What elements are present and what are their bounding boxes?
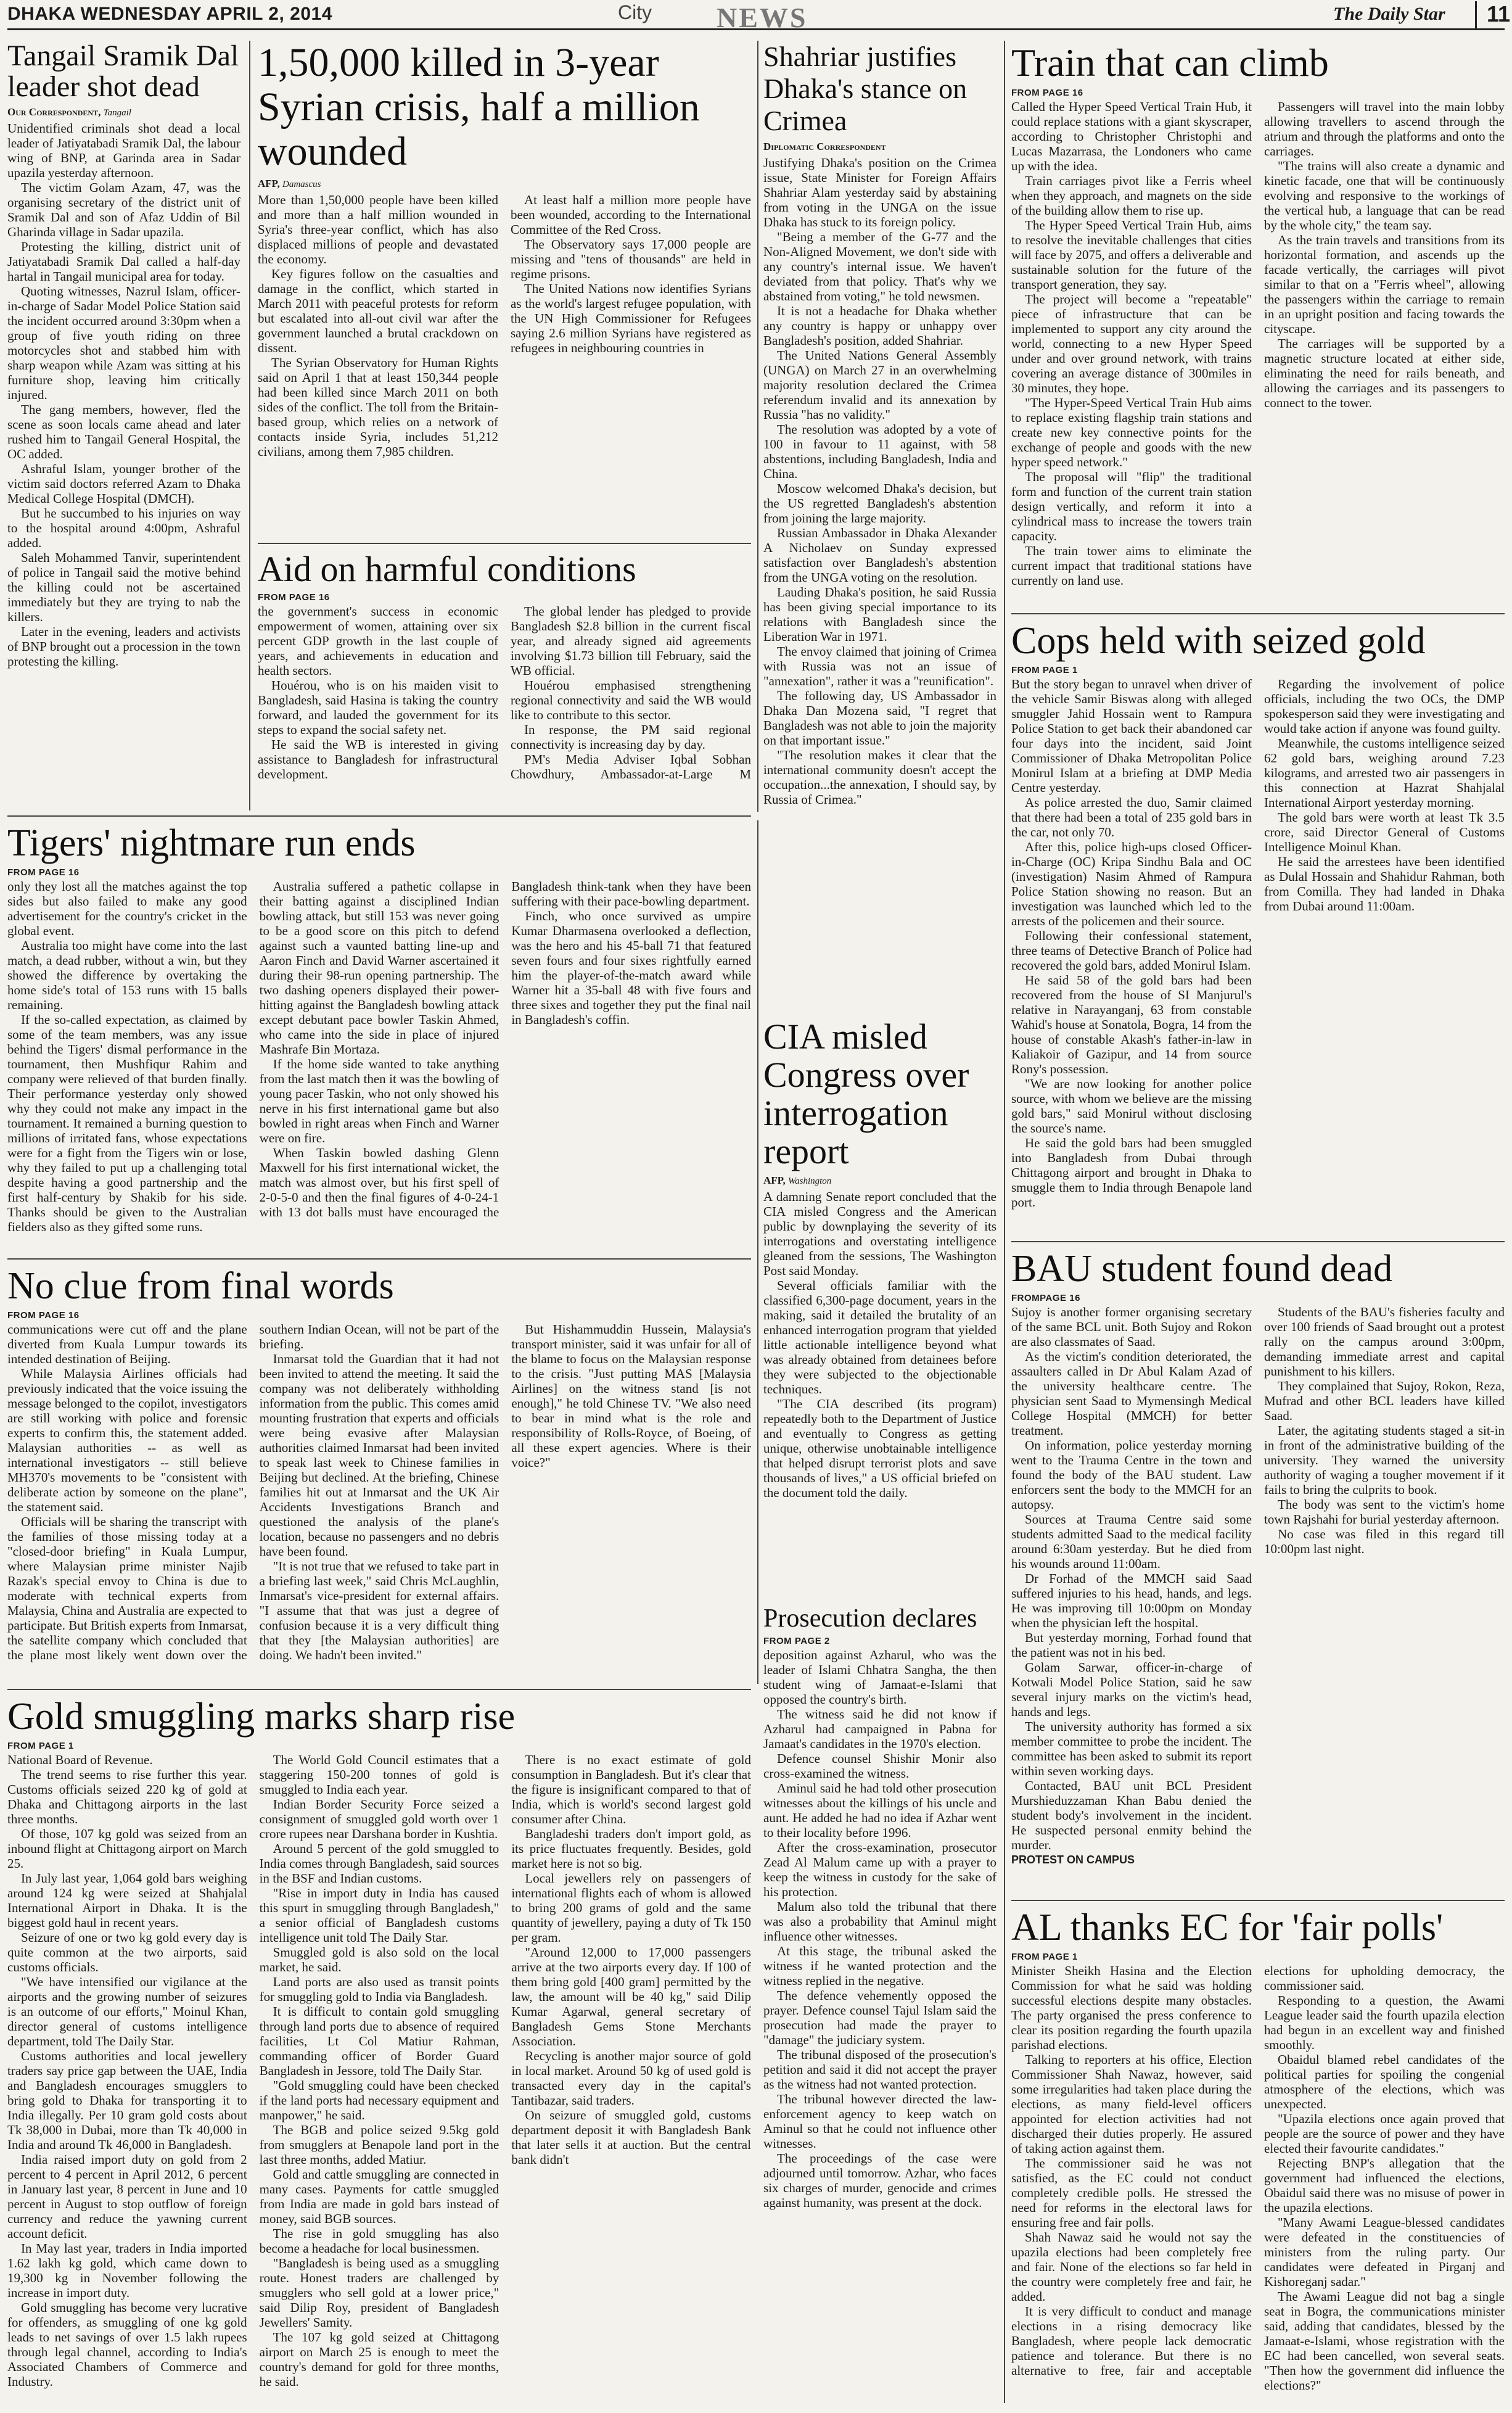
article-paragraph: Finch, who once survived as umpire Kumar Dharmasena overlooked a deflection, was the hero and his 45-ball 71 that featured seven fours and four sixes rightfully earned him the player-of-the-match award while Warner hit a 35-ball 48 with five fours and three sixes and together they put the final nail in Bangladesh's coffin.	[511, 909, 751, 1027]
article-paragraph: Local jewellers rely on passengers of international flights each of whom is allowed to bring 200 grams of gold and the same quantity of jewellery, paying a duty of Tk 150 per gram.	[511, 1871, 751, 1945]
article-paragraph: Several officials familiar with the classified 6,300-page document, years in the making, said it detailed the brutality of an enhanced interrogation program that yielded little actionable intelligence beyond what was already obtained from detainees before they were subjected to the objectionable techniques.	[763, 1278, 996, 1396]
article-paragraph: The proceedings of the case were adjourned until tomorrow. Azhar, who faces six charges of murder, genocide and crimes against humanity, was present at the dock.	[763, 2151, 996, 2210]
column-rule	[757, 41, 758, 812]
headline: No clue from final words	[7, 1265, 394, 1307]
story-rule	[7, 815, 751, 817]
column-rule	[1004, 41, 1005, 2403]
article-paragraph: PROTEST ON CAMPUS	[1011, 1854, 1135, 1866]
story-shahriar	[763, 41, 996, 1013]
headline: CIA misled Congress over interrogation report	[763, 1018, 969, 1171]
byline: AFP, Washington	[763, 1174, 832, 1186]
article-paragraph: Officials will be sharing the transcript with the families of those missing today at a "closed-door briefing" in Kuala Lumpur, where Malaysian prime minister Najib Razak's special envoy to China is due to moderate with technical experts from Malaysia, China and Australia are expected to participate. But British experts from Inmarsat, the satellite company which concluded that the plane most likely went down over the southern Indian Ocean, will not be part of the briefing.	[7, 1322, 499, 1662]
story-tangail	[7, 41, 240, 812]
article-paragraph: No case was filed in this regard till 10:00pm last night.	[1264, 1527, 1505, 1556]
article-paragraph: The defence vehemently opposed the prayer. Defence counsel Tajul Islam said the prosecution had made the prayer to "damage" the judiciary system.	[763, 1988, 996, 2047]
article-paragraph: "Being a member of the G-77 and the Non-Aligned Movement, we don't side with any country's internal issue. We haven't deviated from that policy. That's why we abstained from voting," he told newsmen.	[763, 229, 996, 303]
article-paragraph: The tribunal however directed the law-enforcement agency to keep watch on Aminul so that he could not influence other witnesses.	[763, 2092, 996, 2151]
article-paragraph: Houérou emphasised strengthening regional connectivity and said the WB would like to contribute to this sector.	[511, 678, 751, 722]
kicker: FROMPAGE 16	[1011, 1293, 1080, 1303]
article-body	[763, 155, 996, 807]
article-paragraph: National Board of Revenue.	[7, 1752, 153, 1767]
article-paragraph: Minister Sheikh Hasina and the Election Commission for what he said was holding successful elections despite many obstacles. The party organised the press conference to clear its position regarding the fourth upazila parishad elections.	[1011, 1963, 1252, 2052]
article-paragraph: He said 58 of the gold bars had been recovered from the house of SI Manjurul's relative in Narayanganj, 63 from constable Wahid's house at Sonatola, Bogra, 14 from the house of constable Akash's father-in-law in Kaliakoir of Gazipur, and 14 from source Rony's possession.	[1011, 973, 1252, 1076]
article-body	[7, 1752, 751, 2401]
article-paragraph: The gold bars were worth at least Tk 3.5 crore, said Director General of Customs Intelligence Moinul Khan.	[1264, 810, 1505, 854]
article-paragraph: The envoy claimed that joining of Crimea with Russia was not an issue of "annexation", rather it was a "reunification".	[763, 644, 996, 688]
article-paragraph: The Awami League did not bag a single seat in Bogra, the communications minister said, adding that candidates, blessed by the Jamaat-e-Islami, whose registration with the EC had been cancelled, won several seats. "Then how the government did influence the elections?"	[1264, 2289, 1505, 2393]
article-paragraph: Houérou, who is on his maiden visit to Bangladesh, said Hasina is taking the country forward, and lauded the government for its steps to expand the social safety net.	[258, 678, 498, 737]
article-paragraph: The BGB and police seized 9.5kg gold from smugglers at Benapole land port in the last three months, added Matiur.	[259, 2122, 499, 2167]
story-cops	[1011, 619, 1505, 1236]
article-paragraph: But the story began to unravel when driver of the vehicle Samir Biswas along with alleged smuggler Jahid Hossain went to Rampura Police Station to get back their abandoned car four days into the incident, said Joint Commissioner of Dhaka Metropolitan Police Monirul Islam at a briefing at DMP Media Centre yesterday.	[1011, 677, 1252, 795]
article-paragraph: Sources at Trauma Centre said some students admitted Saad to the medical facility around 6:30am yesterday. But he died from his wounds around 11:00am.	[1011, 1512, 1252, 1571]
article-paragraph: In July last year, 1,064 gold bars weighing around 124 kg were seized at Shahjalal International Airport in Dhaka. It is the biggest gold haul in recent years.	[7, 1871, 247, 1930]
article-paragraph: Rejecting BNP's allegation that the government had influenced the elections, Obaidul said there was no misuse of power in the upazila elections.	[1264, 2156, 1505, 2215]
article-paragraph: The carriages will be supported by a magnetic structure located at either side, eliminating the need for rails beneath, and allowing the carriages and its passengers to connect to the tower.	[1264, 336, 1505, 410]
story-rule	[1011, 1241, 1505, 1242]
page-number: 11	[1475, 1, 1510, 28]
kicker: FROM PAGE 1	[7, 1741, 74, 1751]
story-no-clue	[7, 1264, 751, 1684]
article-paragraph: Passengers will travel into the main lobby allowing travellers to ascend through the atrium and through the platforms and onto the carriages.	[1264, 99, 1505, 159]
article-paragraph: The Observatory says 17,000 people are missing and "tens of thousands" are held in regime prisons.	[511, 237, 751, 281]
article-paragraph: He said the WB is interested in giving assistance to Bangladesh for infrastructural development.	[258, 737, 498, 782]
article-paragraph: As the victim's condition deteriorated, the assaulters called in Dr Abul Kalam Azad of the university healthcare centre. The physician sent Saad to Mymensingh Medical College Hospital (MMCH) for better treatment.	[1011, 1349, 1252, 1438]
article-paragraph: Recycling is another major source of gold in local market. Around 50 kg of used gold is transacted every day in the capital's Tantibazar, said traders.	[511, 2048, 751, 2108]
article-paragraph: Shah Nawaz said he would not say the upazila elections had been completely free and fair. None of the elections so far held in the country were completely free and fair, he added.	[1011, 2230, 1252, 2304]
article-paragraph: Talking to reporters at his office, Election Commissioner Shah Nawaz, however, said some irregularities had taken place during the elections, as many field-level officers appointed for election activities had not discharged their duties properly. He assured of taking action against them.	[1011, 2052, 1252, 2156]
article-paragraph: But he succumbed to his injuries on way to the hospital around 4:00pm, Ashraful added.	[7, 506, 240, 550]
article-body	[7, 1322, 751, 1673]
article-paragraph: It is difficult to contain gold smuggling through land ports due to absence of required facilities, Lt Col Matiur Rahman, commanding officer of Border Guard Bangladesh in Jessore, told The Daily Star.	[259, 2004, 499, 2078]
story-rule	[7, 1689, 751, 1690]
column-rule	[249, 41, 250, 811]
article-paragraph: The train tower aims to eliminate the current impact that traditional stations have currently on land use.	[1011, 543, 1252, 588]
article-body	[258, 192, 751, 464]
article-paragraph: In response, the PM said regional connectivity is increasing day by day.	[511, 722, 751, 752]
article-paragraph: the government's success in economic empowerment of women, attaining over six percent GDP growth in the last couple of years, and achievements in education and health sectors.	[258, 604, 498, 678]
article-paragraph: "The resolution makes it clear that the international community doesn't accept the occupation...the annexation, I should say, by Russia of Crimea."	[763, 748, 996, 807]
article-paragraph: "Upazila elections once again proved that people are the source of power and they have elected their favourite candidates."	[1264, 2111, 1505, 2156]
article-paragraph: communications were cut off and the plane diverted from Kuala Lumpur towards its intended destination of Beijing.	[7, 1322, 247, 1366]
article-paragraph: Later, the agitating students staged a sit-in in front of the administrative building of the university. They warned the university authority of waging a tougher movement if it fails to bring the culprits to book.	[1264, 1423, 1505, 1497]
article-paragraph: "It is not true that we refused to take part in a briefing last week," said Chris McLaughlin, Inmarsat's vice-president for external affairs. "I assume that that was just a degree of confusion because it is a very difficult thing that they [the Malaysian authorities] are doing. We hadn't been invited."	[259, 1559, 499, 1662]
article-paragraph: Meanwhile, the customs intelligence seized 62 gold bars, weighing around 7.23 kilograms, and arrested two air passengers in this connection at Hazrat Shahjalal International Airport yesterday morning.	[1264, 736, 1505, 810]
article-paragraph: The Hyper Speed Vertical Train Hub, aims to resolve the inevitable challenges that cities will face by 2075, and offers a deliverable and sustainable solution for the future of the transport generation, they say.	[1011, 218, 1252, 292]
article-paragraph: "We have intensified our vigilance at the airports and the growing number of seizures is an outcome of our efforts," Moinul Khan, director general of customs intelligence department, told The Daily Star.	[7, 1974, 247, 2048]
article-paragraph: Key figures follow on the casualties and damage in the conflict, which started in March 2011 with peaceful protests for reform but escalated into all-out civil war after the government launched a brutal crackdown on dissent.	[258, 266, 498, 355]
story-tigers	[7, 822, 751, 1253]
article-paragraph: He said the arrestees have been identified as Dulal Hossain and Shahidur Rahman, both from Comilla. They had landed in Dhaka from Dubai around 11:00am.	[1264, 854, 1505, 914]
article-body	[1011, 1305, 1505, 1891]
article-paragraph: If the home side wanted to take anything from the last match then it was the bowling of young pacer Taskin, who not only showed his nerve in his first international game but also bowled in right areas when Finch and Warner were on fire.	[259, 1057, 499, 1145]
article-paragraph: Later in the evening, leaders and activists of BNP brought out a procession in the town protesting the killing.	[7, 624, 240, 669]
article-paragraph: At least half a million more people have been wounded, according to the International Committee of the Red Cross.	[511, 192, 751, 237]
article-paragraph: The commissioner said he was not satisfied, as the EC could not conduct completely credible polls. He stressed the need for reforms in the electoral laws for ensuring free and fair polls.	[1011, 2156, 1252, 2230]
section-banner: NEWS	[717, 2, 808, 33]
article-paragraph: Dr Forhad of the MMCH said Saad suffered injuries to his head, hands, and legs. He was improving till 10:00pm on Monday when the physician left the hospital.	[1011, 1571, 1252, 1630]
article-paragraph: The Syrian Observatory for Human Rights said on April 1 that at least 150,344 people had been killed since March 2011 on both sides of the conflict. The toll from the Britain-based group, which relies on a network of contacts inside Syria, includes 51,212 civilians, among them 7,985 children.	[258, 355, 498, 459]
headline: Prosecution declares	[763, 1604, 977, 1633]
article-paragraph: The World Gold Council estimates that a staggering 150-200 tonnes of gold is smuggled to India each year.	[259, 1752, 499, 1797]
article-paragraph: "Around 12,000 to 17,000 passengers arrive at the two airports every day. If 100 of them bring gold [400 gram] permitted by the law, the amount will be 40 kg," said Dilip Kumar Agarwal, general secretary of Bangladesh Gems Stone Merchants Association.	[511, 1945, 751, 2048]
article-body	[1011, 1963, 1505, 2401]
article-paragraph: As the train travels and transitions from its horizontal formation, and ascends up the facade vertically, the carriages will pivot similar to that on a "Ferris wheel", allowing the passengers within the carriage to remain in an upright position and facing towards the cityscape.	[1264, 233, 1505, 336]
article-paragraph: The project will become a "repeatable" piece of infrastructure that can be implemented to support any city around the world, connecting to a new Hyper Speed under and over ground network, with trains covering an average distance of 300miles in 30 minutes, they hope.	[1011, 292, 1252, 395]
article-paragraph: It is not a headache for Dhaka whether any country is happy or unhappy over Bangladesh's position, added Shahriar.	[763, 303, 996, 348]
article-paragraph: Quoting witnesses, Nazrul Islam, officer-in-charge of Sadar Model Police Station said the incident occurred around 3:30pm when a group of five youth riding on three motorcycles shot and stabbed him with sharp weapon while Azam was sitting at his furniture shop, leaving him critically injured.	[7, 284, 240, 402]
article-paragraph: More than 1,50,000 people have been killed and more than a half million wounded in Syria's three-year conflict, which has also displaced millions of people and devastated the economy.	[258, 192, 498, 266]
article-paragraph: PM's Media Adviser Iqbal Sobhan Chowdhury, Ambassador-at-Large M	[511, 752, 751, 782]
article-body	[1011, 99, 1505, 605]
article-paragraph: The global lender has pledged to provide Bangladesh $2.8 billion in the current fiscal year, and already signed aid agreements involving $1.73 billion till February, said the WB official.	[511, 604, 751, 678]
article-paragraph: Around 5 percent of the gold smuggled to India comes through Bangladesh, said sources in the BSF and Indian customs.	[259, 1841, 499, 1886]
kicker: FROM PAGE 2	[763, 1636, 830, 1646]
article-paragraph: Regarding the involvement of police officials, including the two OCs, the DMP spokesperson said they were investigating and would take action if anyone was found guilty.	[1264, 677, 1505, 736]
article-paragraph: Lauding Dhaka's position, he said Russia has been giving special importance to its relations with Bangladesh since the Liberation War in 1971.	[763, 585, 996, 644]
article-paragraph: Smuggled gold is also sold on the local market, he said.	[259, 1945, 499, 1974]
article-paragraph: The gang members, however, fled the scene as soon locals came ahead and later rushed him to Tangail General Hospital, the OC added.	[7, 402, 240, 461]
article-paragraph: "We are now looking for another police source, with whom we believe are the missing gold bars," said Monirul without disclosing the source's name.	[1011, 1076, 1252, 1136]
byline: AFP, Damascus	[258, 178, 321, 189]
article-paragraph: Aminul said he had told other prosecution witnesses about the killings of his uncle and aunt. He added he had no idea if Azhar went to their locality before 1996.	[763, 1781, 996, 1840]
article-paragraph: Called the Hyper Speed Vertical Train Hub, it could replace stations with a giant skyscraper, according to Christopher Christophi and Lucas Mazarrasa, the Londoners who came up with the idea.	[1011, 99, 1252, 173]
story-prosecution	[763, 1604, 996, 2406]
paper-logo: The Daily Star	[1333, 4, 1445, 24]
story-syria	[258, 41, 751, 534]
story-al-thanks-ec	[1011, 1906, 1505, 2406]
story-rule	[7, 1258, 751, 1260]
story-rule	[258, 543, 751, 544]
article-paragraph: On information, police yesterday morning went to the Trauma Centre in the town and found the body of the BAU student. Law enforcers sent the body to the MMCH for an autopsy.	[1011, 1438, 1252, 1512]
article-paragraph: "Gold smuggling could have been checked if the land ports had necessary equipment and manpower," he said.	[259, 2078, 499, 2122]
kicker: FROM PAGE 16	[7, 867, 80, 878]
article-paragraph: Responding to a question, the Awami League leader said the fourth upazila election had begun in an excellent way and finished smoothly.	[1264, 1993, 1505, 2052]
article-body	[763, 1189, 996, 1500]
headline: AL thanks EC for 'fair polls'	[1011, 1907, 1444, 1949]
article-paragraph: The United Nations now identifies Syrians as the world's largest refugee population, with the UN High Commissioner for Refugees saying 2.6 million Syrians have registered as refugees in neighbouring countries in	[511, 281, 751, 355]
headline: Aid on harmful conditions	[258, 549, 636, 589]
article-paragraph: If the so-called expectation, as claimed by some of the team members, was any issue behind the Tigers' dismal performance in the tournament, then Mushfiqur Rahim and company were relieved of that burden finally. Their performance yesterday only showed why they could not make any impact in the tournament. It remained a burning question to millions of irritated fans, whose expectations were for a fight from the Tigers win or lose, why they failed to put up a challenging total despite having a good partnership and the first half-century by Shakib for his side. Thanks should be given to the Australian fielders also as they gifted some runs.	[7, 1012, 247, 1234]
story-gold-smuggling	[7, 1695, 751, 2406]
headline: Gold smuggling marks sharp rise	[7, 1696, 516, 1738]
article-paragraph: The rise in gold smuggling has also become a headache for local businessmen.	[259, 2226, 499, 2256]
article-paragraph: Train carriages pivot like a Ferris wheel when they approach, and magnets on the side of the building allow them to rise up.	[1011, 173, 1252, 218]
article-paragraph: Students of the BAU's fisheries faculty and over 100 friends of Saad brought out a protest rally on the campus around 3:00pm, demanding immediate arrest and capital punishment to his killers.	[1264, 1305, 1505, 1379]
story-cia	[763, 1018, 996, 1598]
article-paragraph: Australia suffered a pathetic collapse in their batting against a disciplined Indian bowling attack, but still 153 was never going to be a good score on this pitch to defend against such a vaunted batting line-up and Aaron Finch and David Warner ascertained it during their 98-run opening partnership. The two dashing openers displayed their power-hitting against the Bangladesh bowling attack except debutant pace bowler Taskin Ahmed, who came into the side in place of injured Mashrafe Bin Mortaza.	[259, 879, 499, 1057]
headline: 1,50,000 killed in 3-year Syrian crisis, half a million wounded	[258, 41, 700, 174]
article-paragraph: The university authority has formed a six member committee to probe the incident. The committee has been asked to submit its report within seven working days.	[1011, 1719, 1252, 1778]
story-rule	[1011, 613, 1505, 614]
article-body	[258, 604, 751, 801]
article-paragraph: The victim Golam Azam, 47, was the organising secretary of the district unit of Sramik Dal and son of Afaz Uddin of Bil Gharinda village in Sadar upazila.	[7, 180, 240, 239]
article-paragraph: But yesterday morning, Forhad found that the patient was not in his bed.	[1011, 1630, 1252, 1660]
headline: Tigers' nightmare run ends	[7, 822, 416, 864]
article-paragraph: Contacted, BAU unit BCL President Murshieduzzaman Khan Babu denied the student body's involvement in the incident. He suspected personal enmity behind the murder.	[1011, 1778, 1252, 1852]
article-paragraph: They complained that Sujoy, Rokon, Reza, Mufrad and other BCL leaders have killed Saad.	[1264, 1379, 1505, 1423]
article-paragraph: Russian Ambassador in Dhaka Alexander A Nicholaev on Sunday expressed satisfaction over Bangladesh's abstention from the UNGA voting on the resolution.	[763, 526, 996, 585]
headline: BAU student found dead	[1011, 1248, 1393, 1290]
article-paragraph: The United Nations General Assembly (UNGA) on March 27 in an overwhelming majority resolution declared the Crimea referendum invalid and its annexation by Russia "has no validity."	[763, 348, 996, 422]
article-paragraph: Customs authorities and local jewellery traders say price gap between the UAE, India and Bangladesh encourages smugglers to bring gold to Dhaka for transporting it to India illegally. Per 10 gram gold costs about Tk 38,000 in Dubai, more than Tk 40,000 in India and around Tk 46,000 in Bangladesh.	[7, 2048, 247, 2152]
article-paragraph: After this, police high-ups closed Officer-in-Charge (OC) Kripa Sindhu Bala and OC (investigation) Nasim Ahmed of Rampura Police Station showing no reason. But an investigation was launched which led to the arrests of the policemen and their source.	[1011, 839, 1252, 928]
masthead-rule	[7, 28, 1505, 30]
article-body	[763, 1648, 996, 2210]
article-paragraph: Inmarsat told the Guardian that it had not been invited to attend the meeting. It said the company was not deliberately withholding information from the public. This comes amid mounting frustration that experts and officials were being evasive after Malaysian authorities claimed Inmarsat had been invited to speak last week to Chinese families in Beijing but declined. At the briefing, Chinese families hit out at Inmarsat and the UK Air Accidents Investigations Branch and questioned the analysis of the plane's location, because no passengers and no debris have been found.	[259, 1351, 499, 1559]
article-paragraph: Bangladeshi traders don't import gold, as its price fluctuates frequently. Besides, gold market here is not so big.	[511, 1826, 751, 1871]
article-paragraph: only they lost all the matches against the top sides but also failed to make any good advertisement for the country's cricket in the global event.	[7, 879, 247, 938]
kicker: FROM PAGE 1	[1011, 1952, 1078, 1962]
article-paragraph: As police arrested the duo, Samir claimed that there had been a total of 235 gold bars in the car, not only 70.	[1011, 795, 1252, 839]
article-paragraph: Moscow welcomed Dhaka's decision, but the US regretted Bangladesh's abstention from joining the large majority.	[763, 481, 996, 526]
article-paragraph: Protesting the killing, district unit of Jatiyatabadi Sramik Dal called a half-day hartal in Tangail municipal area for today.	[7, 239, 240, 284]
byline: Diplomatic Correspondent	[763, 141, 886, 152]
article-paragraph: India raised import duty on gold from 2 percent to 4 percent in April 2012, 6 percent in January last year, 8 percent in June and 10 percent in August to stop outflow of foreign currency and reduce the yawning current account deficit.	[7, 2152, 247, 2241]
article-paragraph: Defence counsel Shishir Monir also cross-examined the witness.	[763, 1751, 996, 1781]
article-paragraph: Obaidul blamed rebel candidates of the political parties for spoiling the congenial atmosphere of the elections, which was unexpected.	[1264, 2052, 1505, 2111]
article-paragraph: "The Hyper-Speed Vertical Train Hub aims to replace existing flagship train stations and create new key connective points for the exchange of people and goods with the new hyper speed network."	[1011, 395, 1252, 469]
article-paragraph: Indian Border Security Force seized a consignment of smuggled gold worth over 1 crore rupees near Darshana border in Kushtia.	[259, 1797, 499, 1841]
article-paragraph: Seizure of one or two kg gold every day is quite common at the two airports, said customs officials.	[7, 1930, 247, 1974]
byline: Our Correspondent, Tangail	[7, 106, 131, 118]
article-paragraph: On seizure of smuggled gold, customs department deposit it with Bangladesh Bank that later sells it at auction. But the central bank didn't	[511, 2108, 751, 2167]
article-paragraph: It is very difficult to conduct and manage elections in a rising democracy like Bangladesh, where people lack democratic patience and tolerance. But there is no alternative to free, fair and acceptable elections for upholding democracy, the commissioner said.	[1011, 1963, 1505, 2378]
article-paragraph: Gold and cattle smuggling are connected in many cases. Payments for cattle smuggled from India are made in gold bars instead of money, said BGB sources.	[259, 2167, 499, 2226]
article-paragraph: A damning Senate report concluded that the CIA misled Congress and the American public by downplaying the severity of its interrogations and overstating intelligence gleaned from the sessions, The Washington Post said Monday.	[763, 1189, 996, 1278]
headline: Train that can climb	[1011, 41, 1329, 85]
story-train	[1011, 41, 1505, 608]
dateline: DHAKA WEDNESDAY APRIL 2, 2014	[7, 4, 332, 24]
article-paragraph: After the cross-examination, prosecutor Zead Al Malum came up with a prayer to keep the witness in custody for the sake of his protection.	[763, 1840, 996, 1899]
article-paragraph: Unidentified criminals shot dead a local leader of Jatiyatabadi Sramik Dal, the labour wing of BNP, at Garinda area in Sadar upazila yesterday afternoon.	[7, 121, 240, 180]
story-bau-student	[1011, 1247, 1505, 1895]
article-paragraph: In May last year, traders in India imported 1.62 lakh kg gold, which came down to 19,300 kg in November following the increase in import duty.	[7, 2241, 247, 2300]
article-paragraph: He said the gold bars had been smuggled into Bangladesh from Dubai through Chittagong airport and brought in Dhaka to smuggle them to India through Benapole land port.	[1011, 1136, 1252, 1210]
story-aid	[258, 549, 751, 811]
kicker: FROM PAGE 16	[7, 1310, 80, 1321]
article-body	[7, 121, 240, 669]
article-paragraph: Justifying Dhaka's position on the Crimea issue, State Minister for Foreign Affairs Shahriar Alam yesterday said by abstaining from voting in the UNGA on the issue Dhaka has stuck to its foreign policy.	[763, 155, 996, 229]
article-paragraph: While Malaysia Airlines officials had previously indicated that the voice issuing the message belonged to the copilot, investigators are still working with police and forensic experts to confirm this, the statement added. Malaysian authorities -- as well as international investigators -- still believe MH370's movements to be "consistent with deliberate action by someone on the plane", the statement said.	[7, 1366, 247, 1514]
article-paragraph: When Taskin bowled dashing Glenn Maxwell for his first international wicket, the match was almost over, but his first spell of 2-0-5-0 and then the final figures of 4-0-24-1 with 13 dot balls must have encouraged the Bangladesh think-tank when they have been suffering with their pace-bowling department.	[259, 879, 751, 1219]
kicker: FROM PAGE 1	[1011, 665, 1078, 675]
section-label: City	[618, 1, 652, 23]
article-paragraph: But Hishammuddin Hussein, Malaysia's transport minister, said it was unfair for all of the blame to focus on the Malaysian response to the crisis. "Just putting MAS [Malaysia Airlines] on the witness stand [is not enough]," he told Chinese TV. "We also need to bear in mind what is the role and responsibility of Rolls-Royce, of Boeing, of all these expert agencies. Where is their voice?"	[511, 1322, 751, 1470]
headline: Shahriar justifies Dhaka's stance on Crimea	[763, 41, 968, 136]
article-paragraph: Saleh Mohammed Tanvir, superintendent of police in Tangail said the motive behind the killing could not be ascertained immediately but they are trying to nab the killers.	[7, 550, 240, 624]
kicker: FROM PAGE 16	[1011, 88, 1083, 98]
article-paragraph: "Many Awami League-blessed candidates were defeated in the constituencies of ministers from the ruling party. Our candidates were defeated in Pirganj and Kishoreganj sadar."	[1264, 2215, 1505, 2289]
article-paragraph: The witness said he did not know if Azharul had campaigned in Pabna for Jamaat's candidates in the 1970's election.	[763, 1707, 996, 1751]
article-paragraph: The trend seems to rise further this year. Customs officials seized 220 kg of gold at Dhaka and Chittagong airports in the last three months.	[7, 1767, 247, 1826]
article-body	[7, 879, 751, 1243]
article-paragraph: Of those, 107 kg gold was seized from an inbound flight at Chittagong airport on March 25.	[7, 1826, 247, 1871]
article-paragraph: The proposal will "flip" the traditional form and function of the current train station design vertically, and reform it into a cylindrical mass to increase the towers train capacity.	[1011, 469, 1252, 543]
article-paragraph: Gold smuggling has become very lucrative for offenders, as smuggling of one kg gold leads to net savings of over 1.5 lakh rupees through legal channel, according to India's Associated Chambers of Commerce and Industry.	[7, 2300, 247, 2389]
article-paragraph: At this stage, the tribunal asked the witness if he wanted protection and the witness replied in the negative.	[763, 1944, 996, 1988]
page-masthead	[7, 1, 1511, 33]
story-rule	[1011, 1900, 1505, 1901]
article-paragraph: There is no exact estimate of gold consumption in Bangladesh. But it's clear that the figure is insignificant compared to that of India, which is world's second largest gold consumer after China.	[511, 1752, 751, 1826]
article-paragraph: deposition against Azharul, who was the leader of Islami Chhatra Sangha, the then student wing of Jamaat-e-Islami that opposed the country's birth.	[763, 1648, 996, 1707]
article-paragraph: The following day, US Ambassador in Dhaka Dan Mozena said, "I regret that Bangladesh was not able to join the majority on that important issue."	[763, 688, 996, 748]
article-paragraph: The body was sent to the victim's home town Rajshahi for burial yesterday afternoon.	[1264, 1497, 1505, 1527]
article-paragraph: The tribunal disposed of the prosecution's petition and said it did not accept the prayer as the witness had not wanted protection.	[763, 2047, 996, 2092]
article-paragraph: Australia too might have come into the last match, a dead rubber, without a win, but they showed the difference by overtaking the home side's total of 153 runs with 15 balls remaining.	[7, 938, 247, 1012]
column-rule	[757, 820, 758, 1684]
article-paragraph: The 107 kg gold seized at Chittagong airport on March 25 is enough to meet the country's demand for gold for three months, he said.	[259, 2330, 499, 2389]
article-paragraph: The resolution was adopted by a vote of 100 in favour to 11 against, with 58 abstentions, including Bangladesh, India and China.	[763, 422, 996, 481]
article-paragraph: Golam Sarwar, officer-in-charge of Kotwali Model Police Station, said he saw several injury marks on the victim's head, hands and legs.	[1011, 1660, 1252, 1719]
article-paragraph: "The trains will also create a dynamic and kinetic facade, one that will be continuously evolving and responsive to the workings of the vertical hub, a language that can be read by the whole city," the team say.	[1264, 159, 1505, 233]
article-paragraph: Land ports are also used as transit points for smuggling gold to India via Bangladesh.	[259, 1974, 499, 2004]
headline: Cops held with seized gold	[1011, 620, 1426, 662]
article-paragraph: Ashraful Islam, younger brother of the victim said doctors referred Azam to Dhaka Medical College Hospital (DMCH).	[7, 461, 240, 506]
article-paragraph: Malum also told the tribunal that there was also a probability that Aminul might influence other witnesses.	[763, 1899, 996, 1944]
article-body	[1011, 677, 1505, 1232]
article-paragraph: "Rise in import duty in India has caused this spurt in smuggling through Bangladesh," a senior official of Bangladesh customs intelligence unit told The Daily Star.	[259, 1886, 499, 1945]
article-paragraph: "The CIA described (its program) repeatedly both to the Department of Justice and eventually to Congress as getting unique, otherwise unobtainable intelligence that helped disrupt terrorist plots and save thousands of lives," a US official briefed on the document told the daily.	[763, 1396, 996, 1500]
headline: Tangail Sramik Dal leader shot dead	[7, 41, 239, 103]
article-paragraph: Sujoy is another former organising secretary of the same BCL unit. Both Sujoy and Rokon are also classmates of Saad.	[1011, 1305, 1252, 1349]
kicker: FROM PAGE 16	[258, 592, 330, 603]
article-paragraph: Following their confessional statement, three teams of Detective Branch of Police had recovered the gold bars, added Monirul Islam.	[1011, 928, 1252, 973]
article-paragraph: "Bangladesh is being used as a smuggling route. Honest traders are challenged by smugglers who sell gold at a lower price," said Dilip Roy, president of Bangladesh Jewellers' Samity.	[259, 2256, 499, 2330]
